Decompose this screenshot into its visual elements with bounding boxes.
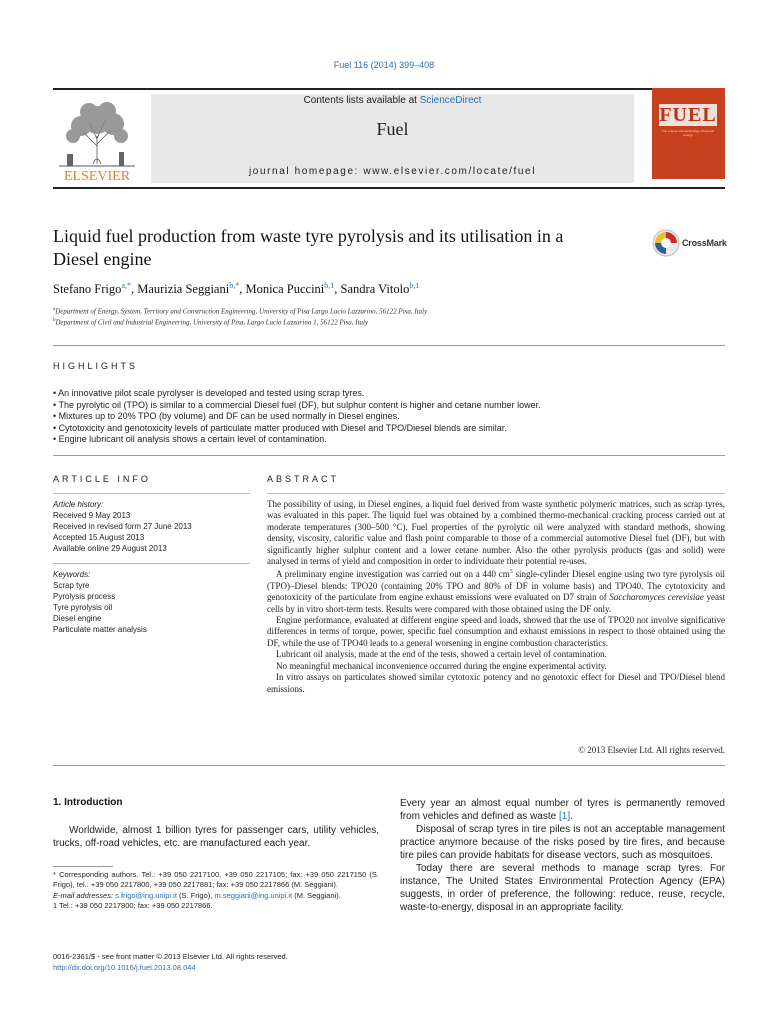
- doi-link[interactable]: http://dx.doi.org/10.1016/j.fuel.2013.08.044: [53, 962, 196, 972]
- highlights-heading: HIGHLIGHTS: [53, 361, 139, 371]
- section-divider: [53, 765, 725, 766]
- journal-title: Fuel: [376, 119, 409, 139]
- author-affiliation-mark[interactable]: a,*: [121, 281, 131, 290]
- cover-title: FUEL: [659, 104, 717, 126]
- abstract-paragraph: A preliminary engine investigation was carried out on a 440 $cm^3$ single-cylinder Diesel engine using two tyre pyrolysis oil (TPO)–Diesel blends: TPO20 (containing 20% TPO and 80% of DF in volume basis) and TPO40. The cytotoxicity and genotoxicity of the particulate from engine exhaust emissions were evaluated on D7 strain of Saccharomyces cerevisiae yeast cells by in vitro short-term tests. Results were compared with those obtained using the DF only.: [267, 569, 726, 614]
- keywords-rule: [53, 563, 250, 564]
- abstract-heading: ABSTRACT: [267, 474, 340, 484]
- highlight-item: • Mixtures up to 20% TPO (by volume) and DF can be used normally in Diesel engines.: [53, 411, 400, 421]
- elsevier-wordmark: ELSEVIER: [63, 169, 131, 184]
- email-link[interactable]: m.seggiani@ing.unipi.it: [214, 890, 293, 900]
- author-affiliation-mark[interactable]: b,*: [229, 281, 240, 290]
- email-label: E-mail addresses:: [53, 890, 114, 900]
- author-name: Monica Puccini: [245, 282, 325, 297]
- history-entry: Accepted 15 August 2013: [53, 533, 145, 542]
- affiliation-mark: a: [53, 307, 56, 312]
- elsevier-tree-icon: [53, 94, 141, 184]
- article-info-heading: ARTICLE INFO: [53, 474, 151, 484]
- history-entry: Available online 29 August 2013: [53, 544, 167, 553]
- highlight-item: • The pyrolytic oil (TPO) is similar to a commercial Diesel fuel (DF), but sulphur content is higher and cetane number lower.: [53, 399, 541, 410]
- author-name: Stefano Frigo: [53, 282, 122, 297]
- abstract-body: [267, 499, 725, 695]
- history-entry: Received in revised form 27 June 2013: [53, 522, 192, 531]
- keyword: Particulate matter analysis: [53, 625, 147, 634]
- front-matter: [53, 952, 379, 973]
- cover-subtitle: The science and technology of fuel and energy: [661, 129, 715, 137]
- introduction-paragraph: Worldwide, almost 1 billion tyres for passenger cars, utility vehicles, trucks, off-road vehicles, etc. are manufactured each year.: [53, 825, 379, 849]
- body-paragraph: Today there are several methods to manage scrap tyres. For instance, The United States Environmental Protection Agency (EPA) suggests, in order of preference, the following: reduce, reuse, recycle, waste-to-energy, disposal in an appropriate facility.: [400, 863, 725, 913]
- reference-link[interactable]: [1]: [558, 811, 571, 822]
- abstract-paragraph: Engine performance, evaluated at different engine speed and loads, showed that the use of TPO20 not involve significative differences in terms of torque, power, specific fuel consumption and exhaust emissions in respect to those obtained using the DF, while the use of TPO40 leads to a general worsening in engine combustion characteristics.: [267, 615, 725, 648]
- crossmark-icon: [652, 229, 680, 257]
- keywords-label: Keywords:: [53, 570, 91, 579]
- abstract-paragraph: Lubricant oil analysis, made at the end of the tests, showed a certain level of contamination.: [276, 649, 607, 660]
- author-separator: ,: [334, 282, 341, 297]
- affiliation-text: Department of Civil and Industrial Engineering, University of Pisa, Largo Lucio Lazzarino 1, 56122 Pisa, Italy: [55, 318, 369, 327]
- email-note: E-mail addresses: s.frigo@ing.unipi.it (S. Frigo), m.seggiani@ing.unipi.it (M. Seggiani).: [53, 890, 341, 900]
- affiliation-text: Department of Energy, System, Territory and Construction Engineering, University of Pisa Largo Lucio Lazzarino, 56122 Pisa, Italy: [55, 307, 428, 316]
- section-divider: [53, 455, 725, 456]
- abstract-rule: [267, 493, 725, 494]
- author-affiliation-mark[interactable]: b,1: [324, 281, 335, 290]
- article-info-rule: [53, 493, 250, 494]
- highlights-list: [53, 388, 725, 446]
- history-label: Article history:: [53, 500, 104, 509]
- author-list: [53, 281, 713, 297]
- affiliation-b: [53, 318, 713, 326]
- author-affiliation-mark[interactable]: b,1: [409, 281, 420, 290]
- keyword: Diesel engine: [53, 614, 102, 623]
- sciencedirect-link[interactable]: ScienceDirect: [419, 95, 482, 106]
- front-matter-line: 0016-2361/$ - see front matter © 2013 Elsevier Ltd. All rights reserved.: [53, 952, 288, 961]
- author-name: Maurizia Seggiani: [137, 282, 230, 297]
- footnotes: [53, 870, 379, 911]
- footnote-1: 1 Tel.: +39 050 2217800; fax: +39 050 2217866.: [53, 900, 213, 910]
- keyword: Scrap tyre: [53, 581, 90, 590]
- journal-header-box: [151, 94, 634, 183]
- elsevier-logo[interactable]: [53, 94, 141, 184]
- header-bottom-rule: [53, 187, 725, 189]
- author-separator: ,: [130, 282, 138, 297]
- highlight-item: • Cytotoxicity and genotoxicity levels of particulate matter produced with Diesel and TPO/Diesel blends are similar.: [53, 422, 507, 433]
- abstract-paragraph: In vitro assays on particulates showed similar cytotoxic potency and no genotoxic effect for Diesel and TPO/Diesel blend emissions.: [267, 672, 725, 694]
- affiliation-a: [53, 307, 713, 315]
- author-separator: ,: [239, 282, 246, 297]
- affiliation-mark: b: [53, 318, 56, 323]
- header-top-rule: [53, 88, 725, 90]
- history-entry: Received 9 May 2013: [53, 511, 131, 520]
- keyword: Tyre pyrolysis oil: [53, 603, 113, 612]
- journal-reference-link[interactable]: Fuel 116 (2014) 399–408: [333, 60, 435, 70]
- email-link[interactable]: s.frigo@ing.unipi.it: [115, 890, 177, 900]
- keywords-list: [53, 569, 253, 635]
- introduction-heading: 1. Introduction: [53, 797, 123, 808]
- abstract-copyright: © 2013 Elsevier Ltd. All rights reserved.: [578, 745, 725, 755]
- body-paragraph: Every year an almost equal number of tyres is permanently removed from vehicles and defined as waste [1].: [400, 798, 725, 822]
- author-name: Sandra Vitolo: [340, 282, 410, 297]
- highlight-item: • An innovative pilot scale pyrolyser is developed and tested using scrap tyres.: [53, 388, 365, 398]
- abstract-paragraph: No meaningful mechanical inconvenience occurred during the engine experimental activity.: [276, 660, 607, 671]
- corresponding-author-note: * Corresponding authors. Tel.: +39 050 2217100, +39 050 2217105; fax: +39 050 2217150 (S. Frigo), tel.: +39 050 2217800, +39 050 2217881; fax: +39 050 2217866 (M. Seggiani).: [53, 870, 379, 890]
- keyword: Pyrolysis process: [53, 592, 116, 601]
- article-history: [53, 499, 253, 554]
- contents-prefix: Contents lists available at: [303, 95, 420, 106]
- journal-homepage-link[interactable]: journal homepage: www.elsevier.com/locate/fuel: [248, 166, 537, 177]
- section-divider: [53, 345, 725, 346]
- crossmark-label[interactable]: CrossMark: [682, 238, 727, 248]
- contents-availability-line: [151, 95, 634, 106]
- abstract-paragraph: The possibility of using, in Diesel engines, a liquid fuel derived from waste synthetic polymeric matrices, such as scrap tyres, was evaluated in this paper. The liquid fuel was obtained by a combined thermo-mechanical cracking process carried out at moderate temperatures (300–500 °C). Fuel properties of the pyrolytic oil were analyzed with standard methods, showing density, viscosity, calorific value and flash point comparable to those of a commercial automotive Diesel fuel (DF), but with significantly higher sulphur content and a lower cetane number. Also the other pyrolysis products (gas and solid) were analysed in terms of yield and composition in order to individuate their potential re-uses.: [267, 499, 725, 567]
- body-right-column: [400, 797, 725, 914]
- paper-title: Liquid fuel production from waste tyre pyrolysis and its utilisation in a Diesel engine: [53, 226, 564, 269]
- footnote-rule: [53, 866, 113, 867]
- body-paragraph: Disposal of scrap tyres in tire piles is not an acceptable management practice anymore because of the risks posed by tire fires, and because tire piles can provide habitats for disease vectors, such as mosquitoes.: [400, 824, 725, 861]
- highlight-item: • Engine lubricant oil analysis shows a certain level of contamination.: [53, 434, 327, 444]
- crossmark-badge[interactable]: [652, 229, 680, 262]
- journal-cover-image[interactable]: [652, 88, 725, 179]
